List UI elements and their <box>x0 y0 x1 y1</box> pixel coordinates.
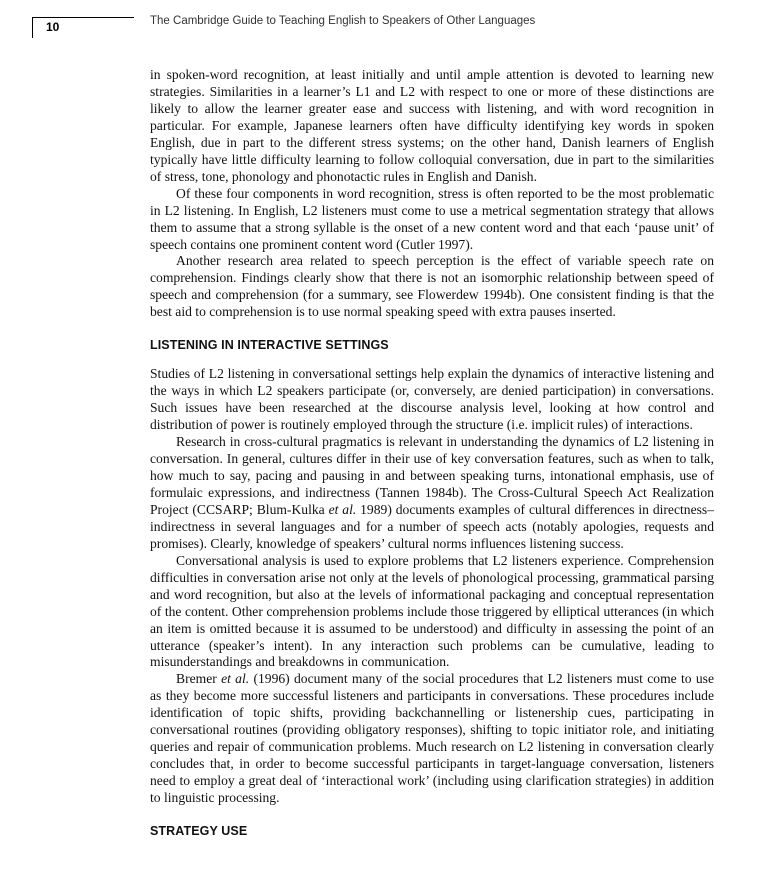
paragraph-7-part-a: Bremer <box>176 671 222 687</box>
section-heading-listening-interactive: LISTENING IN INTERACTIVE SETTINGS <box>150 338 389 353</box>
paragraph-2: Of these four components in word recognition, stress is often reported to be the most problematic in L2 listening. In English, L2 listeners must come to use a metrical segmentation strategy that allows them to assume that a strong syllable is the onset of a new content word and that each ‘pause unit’ of speech contains one prominent content word (Cutler 1997). <box>150 185 714 252</box>
paragraph-7-part-b: (1996) document many of the social procedures that L2 listeners must come to use as they become more successful listeners and participants in conversations. These procedures include identification of topic shifts, providing backchannelling or listenership cues, participating in conversational routines (providing obligatory responses), shifting to topic initiator role, and initiating queries and repair of communication problems. Much research on L2 listening in conversation clearly concludes that, in order to become successful participants in target-language conversation, listeners need to employ a great deal of ‘interactional work’ (including using clarification strategies) in addition to linguistic processing. <box>150 671 714 806</box>
paragraph-5-part-a: Research in cross-cultural pragmatics is relevant in understanding the dynamics of L2 listening in conversation. In general, cultures differ in their use of key conversation features, such as when to talk, how much to say, pacing and pausing in and between speaking turns, intonational emphasis, use of formulaic expressions, and indirectness (Tannen 1984b). The Cross-Cultural Speech Act Realization Project (CCSARP; Blum-Kulka <box>150 434 714 517</box>
running-head: The Cambridge Guide to Teaching English to Speakers of Other Languages <box>150 15 536 27</box>
paragraph-4: Studies of L2 listening in conversational settings help explain the dynamics of interactive listening and the ways in which L2 speakers participate (or, conversely, are denied participation) in conversations. Such issues have been researched at the discourse analysis level, looking at how control and distribution of power is routinely employed through the structure (i.e. implicit rules) of interactions. <box>150 366 714 433</box>
paragraph-3: Another research area related to speech perception is the effect of variable speech rate on comprehension. Findings clearly show that there is not an isomorphic relationship between speed of speech and comprehension (for a summary, see Flowerdew 1994b). One consistent finding is that the best aid to comprehension is to use normal speaking speed with extra pauses inserted. <box>150 253 714 320</box>
header-rule <box>66 17 134 18</box>
paragraph-5-part-b: 1989) documents examples of cultural differences in directness–indirectness in several languages and for a number of speech acts (notably apologies, requests and promises). Clearly, knowledge of speakers’ cultural norms influences listening success. <box>150 501 714 551</box>
body-text <box>150 67 714 840</box>
page-number: 10 <box>46 20 60 34</box>
paragraph-7-et-al: et al. <box>221 671 250 687</box>
paragraph-5 <box>150 434 714 553</box>
paragraph-5-et-al: et al. <box>328 501 357 517</box>
section-heading-strategy-use: STRATEGY USE <box>150 824 248 839</box>
paragraph-7 <box>150 671 714 807</box>
paragraph-1: in spoken-word recognition, at least initially and until ample attention is devoted to learning new strategies. Similarities in a learner’s L1 and L2 with respect to one or more of these distinctions are likely to allow the learner greater ease and success with listening, and with word recognition in particular. For example, Japanese learners often have difficulty identifying key words in spoken English, due in part to the different stress systems; on the other hand, Danish learners of English typically have little difficulty learning to follow colloquial conversation, due in part to the similarities of stress, tone, phonology and phonotactic rules in English and Danish. <box>150 67 714 184</box>
paragraph-6: Conversational analysis is used to explore problems that L2 listeners experience. Comprehension difficulties in conversation arise not only at the levels of phonological processing, grammatical parsing and word recognition, but also at the levels of informational packaging and conceptual representation of the content. Other comprehension problems include those triggered by elliptical utterances (in which an item is omitted because it is assumed to be understood) and difficulty in assessing the point of an utterance (speaker’s intent). In any interaction such problems can be cumulative, leading to misunderstandings and breakdowns in communication. <box>150 552 714 670</box>
